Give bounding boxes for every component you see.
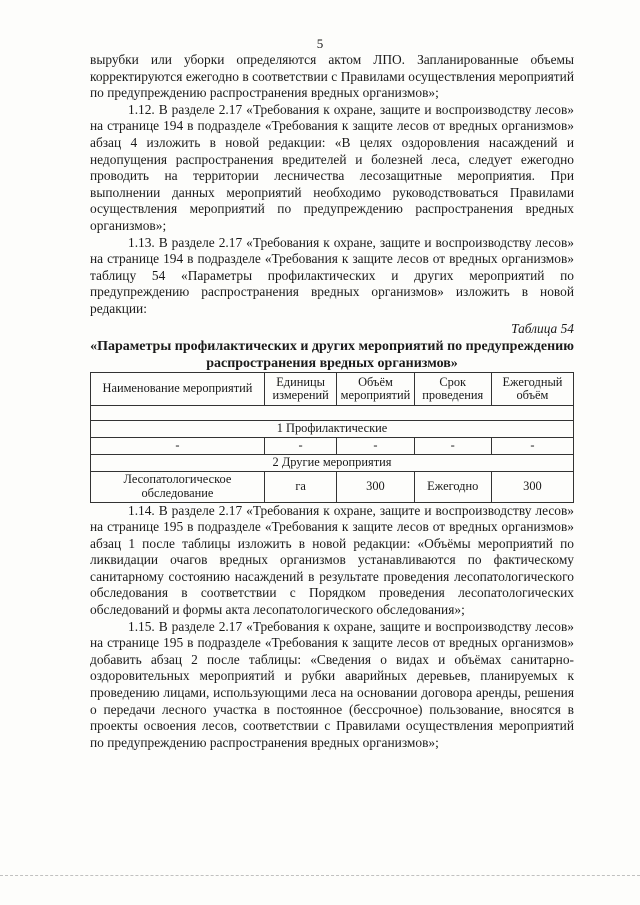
table-section-row	[91, 421, 574, 438]
section-other: 2 Другие мероприятия	[91, 454, 574, 471]
table-cell: -	[91, 438, 265, 454]
table-caption: Таблица 54	[511, 320, 574, 336]
table-cell: -	[491, 438, 573, 454]
table-cell: -	[337, 438, 414, 454]
section-preventive: 1 Профилактические	[91, 421, 574, 438]
table-row	[91, 471, 574, 502]
paragraph-continuation: вырубки или уборки определяются актом ЛПО. Запланированные объемы корректируются ежегодно в соответствии с Правилами осуществления мероприятий по предупреждению распространения вредных организмов»;	[90, 52, 574, 101]
header-term: Срок проведения	[414, 373, 491, 406]
header-name: Наименование мероприятий	[91, 373, 265, 406]
paragraph-1-12: 1.12. В разделе 2.17 «Требования к охране, защите и воспроизводству лесов» на странице 194 в подразделе «Требования к защите лесов от вредных организмов» абзац 4 изложить в новой редакции: «В целях оздоровления насаждений и недопущения распространения вредителей и болезней леса, следует ежегодно проводить на территории лесничества лесозащитные мероприятия. При выполнении данных мероприятий необходимо руководствоваться Правилами осуществления мероприятий по предупреждению распространения вредных организмов»;	[90, 101, 574, 233]
table-title: «Параметры профилактических и других мероприятий по предупреждению распространения вредных организмов»	[90, 339, 574, 372]
document-body	[90, 52, 574, 751]
table-cell: Ежегодно	[414, 471, 491, 502]
paragraph-1-15: 1.15. В разделе 2.17 «Требования к охране, защите и воспроизводству лесов» на странице 195 в подразделе «Требования к защите лесов от вредных организмов» добавить абзац 2 после таблицы: «Сведения о видах и объёмах санитарно-оздоровительных мероприятий и рубки аварийных деревьев, планируемых к проведению лицами, использующими леса на основании договора аренды, решения о передачи лесного участка в постоянное (бессрочное) пользование, вносятся в проекты освоения лесов, соответствии с Правилами осуществления мероприятий по предупреждению распространения вредных организмов»;	[90, 618, 574, 750]
table-row	[91, 438, 574, 454]
table-cell: 300	[337, 471, 414, 502]
table-cell: 300	[491, 471, 573, 502]
table-cell: -	[414, 438, 491, 454]
table-blank-row	[91, 406, 574, 421]
paragraph-1-14: 1.14. В разделе 2.17 «Требования к охране, защите и воспроизводству лесов» на странице 195 в подразделе «Требования к защите лесов от вредных организмов» абзац 1 после таблицы изложить в новой редакции: «Объёмы мероприятий по ликвидации очагов вредных организмов устанавливаются по фактическому санитарному состоянию насаждений в результате проведения лесопатологического обследования в соответствии с Порядком проведения лесопатологических обследований и формы акта лесопатологического обследования»;	[90, 502, 574, 618]
header-volume: Объём мероприятий	[337, 373, 414, 406]
header-annual-volume: Ежегодный объём	[491, 373, 573, 406]
table-cell: га	[264, 471, 336, 502]
parameters-table	[90, 372, 574, 502]
table-header-row	[91, 373, 574, 406]
header-units: Единицы измерений	[264, 373, 336, 406]
table-section-row	[91, 454, 574, 471]
page-number: 5	[316, 36, 324, 51]
table-cell: Лесопатологическое обследование	[91, 471, 265, 502]
scan-edge-line	[0, 875, 640, 877]
paragraph-1-13: 1.13. В разделе 2.17 «Требования к охране, защите и воспроизводству лесов» на странице 194 в подразделе «Требования к защите лесов от вредных организмов» таблицу 54 «Параметры профилактических и других мероприятий по предупреждению распространения вредных организмов» изложить в новой редакции:	[90, 234, 574, 316]
table-cell: -	[264, 438, 336, 454]
